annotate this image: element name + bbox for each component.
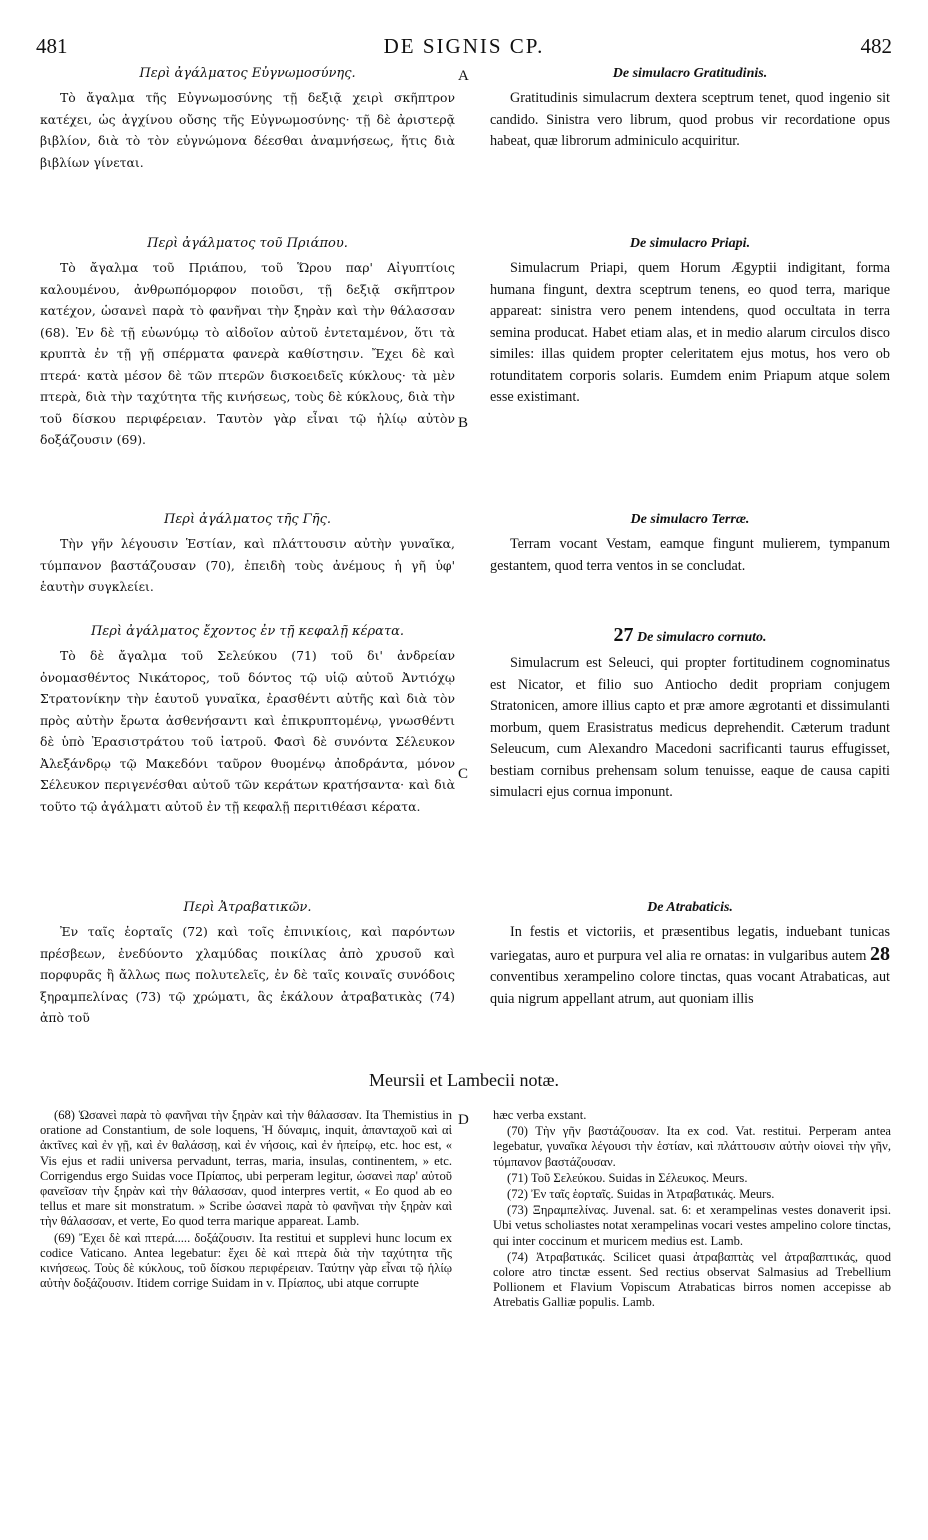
margin-letter-b: B bbox=[458, 415, 469, 431]
page-number-left: 481 bbox=[36, 34, 68, 58]
greek-section bbox=[40, 624, 455, 817]
footnote: (70) Τὴν γῆν βαστάζουσαν. Ita ex cod. Vat. restitui. Perperam antea legebatur, γυναῖκα λέγουσι τὴν ἑστίαν, καὶ πλάττουσιν αὐτὴν οἱονεὶ τὴν γῆν, τύμπανον βαστάζουσαν. bbox=[493, 1124, 891, 1169]
section-heading: Περὶ ἀγάλματος ἔχοντος ἐν τῇ κεφαλῇ κέρατα. bbox=[90, 624, 405, 639]
section-text: Τὸ δὲ ἄγαλμα τοῦ Σελεύκου (71) τοῦ δι' ἀνδρείαν ὀνομασθέντος Νικάτορος, τοῦ δόντος τῷ υἱῷ αὐτοῦ Ἀντιόχῳ Στρατονίκην τὴν ἑαυτοῦ γυναῖκα, ἐρασθέντι αὐτῆς καὶ διὰ τὸν πρὸς αὐτὴν ἔρωτα ἀσθενήσαντι καὶ ἐπικρυπτομένῳ, γνωσθέντι δὲ ὑπὸ Ἐρασιστράτου τοῦ ἰατροῦ. Φασὶ δὲ συνόντα Σέλευκον Ἀλεξάνδρῳ τῷ Μακεδόνι ταῦρον θυομένῳ ἀποδράντα, μόνον Σέλευκον περιγενέσθαι αὐτοῦ τῶν κεράτων κρατήσαντα· καὶ διὰ τοῦτο τῷ ἀγάλματι αὐτοῦ ἐν τῇ κεφαλῇ περιτιθέασι κέρατα. bbox=[40, 648, 455, 814]
footnote: (72) Ἐν ταῖς ἑορταῖς. Suidas in Ἀτραβατικάς. Meurs. bbox=[507, 1187, 775, 1202]
margin-letter-c: C bbox=[458, 766, 469, 782]
section-text: Terram vocant Vestam, eamque fingunt mulierem, tympanum gestantem, quod terra ventos in se concludat. bbox=[490, 536, 890, 574]
page-header bbox=[0, 34, 928, 64]
latin-section bbox=[490, 512, 890, 577]
section-heading: De simulacro Priapi. bbox=[629, 236, 751, 251]
section-heading: Περὶ ἀγάλματος Εὐγνωμοσύνης. bbox=[139, 66, 356, 81]
greek-section bbox=[40, 236, 455, 451]
section-heading: De simulacro Terræ. bbox=[630, 512, 750, 527]
section-text: Ἐν ταῖς ἑορταῖς (72) καὶ τοῖς ἐπινικίοις, καὶ παρόντων πρέσβεων, ἐνεδύοντο χλαμύδας ποικίλας ἀπὸ χρυσοῦ καὶ πορφυρᾶς ἢ ἄλλως πως πολυτελεῖς, ἐν δὲ ταῖς κοιναῖς συνόδοις ξηραμπελίνας (73) τῷ χρώματι, ἃς ἐκάλουν ἀτραβατικὰς (74) ἀπὸ τοῦ bbox=[40, 924, 455, 1025]
section-text-part: In festis et victoriis, et præsentibus legatis, induebant tunicas variegatas, auro et purpura vel alia re ornatas: in vulgaribus autem bbox=[490, 924, 890, 964]
section-heading: De simulacro cornuto. bbox=[636, 630, 767, 645]
footnote: (68) Ὡσανεὶ παρὰ τὸ φανῆναι τὴν ξηρὰν καὶ τὴν θάλασσαν. Ita Themistius in oratione ad Constantium, de sole loquens, Ἡ δύναμις, inquit, ἁπανταχοῦ καὶ αἱ ἀκτῖνες καὶ ἐν γῇ, καὶ ἐν θαλάσσῃ, καὶ ἐν νήσοις, καὶ ἐν ἠπείρῳ, etc. hoc est, « Vis ejus et radii universa pervadunt, terras, maria, insulas, continentem, » etc. Corrigendus ergo Suidas voce Πρίαπος, ubi perperam legitur, ὡσανεὶ παρ' αὐτοῦ φανεῖσαν τὴν ξηρὰν καὶ τὴν θάλασσαν, quod interpres vertit, « Eo quod ab eo tellus et mare sit monstratum. » Scribe ὡσανεὶ παρὰ τὸ φανῆναι τὴν ξηρὰν καὶ τὴν θάλασσαν, et verte, Eo quod terra marique appareat. Lamb. bbox=[40, 1108, 452, 1229]
latin-section bbox=[490, 900, 890, 1010]
page-number-right: 482 bbox=[860, 34, 892, 58]
section-heading-numbered bbox=[490, 624, 890, 647]
margin-letter-d: D bbox=[458, 1112, 469, 1128]
section-number: 28 bbox=[870, 942, 890, 965]
section-text: Τὴν γῆν λέγουσιν Ἑστίαν, καὶ πλάττουσιν αὐτὴν γυναῖκα, τύμπανον βαστάζουσαν (70), ἐπειδὴ τοὺς ἀνέμους ἡ γῆ ὑφ' ἑαυτὴν συγκλείει. bbox=[40, 536, 455, 594]
footnote: (74) Ἀτραβατικάς. Scilicet quasi ἀτραβαπτὰς vel ἀτραβαπτικάς, quod colore atro tinctæ essent. Sed rectius observat Salmasius ad Trebellium Pollionem et Flavium Vopiscum Atrabaticas birros nomen accepisse ab Atrebatis Galliæ populis. Lamb. bbox=[493, 1249, 891, 1310]
section-heading: De Atrabaticis. bbox=[647, 900, 733, 915]
latin-section bbox=[490, 624, 890, 804]
footnote: (73) Ξηραμπελίνας. Juvenal. sat. 6: et xerampelinas vestes donaverit ipsi. Ubi vetus scholiastes notat xerampelinas vocari vestes ampelino colore tinctas, qui inter coccinum et muricem medius est. Lamb. bbox=[493, 1203, 891, 1248]
greek-section bbox=[40, 900, 455, 1029]
section-text: Simulacrum est Seleuci, qui propter fortitudinem cognominatus est Nicator, et filio suo Antiocho dedit propriam conjugem Stratonicen, amore illius capto et præ amore ægrotanti et dissimulanti morbum, quem Erasistratus medicus deprehendit. Cæterum tradunt Seleucum, cum Alexandro Macedoni sacrificanti taurus effugisset, bestiam cornibus prehensam solum tenuisse, eaque de causa capiti simulacri ejus cornua imponunt. bbox=[490, 655, 890, 800]
latin-section bbox=[490, 236, 890, 409]
footnote: hæc verba exstant. bbox=[493, 1108, 587, 1122]
latin-section bbox=[490, 66, 890, 153]
section-heading: De simulacro Gratitudinis. bbox=[612, 66, 768, 81]
running-title: DE SIGNIS CP. bbox=[383, 34, 545, 58]
section-text-part: conventibus xerampelino colore tinctas, quas vocant Atrabaticas, aut quia nigrum appellant atrum, aut quoniam illis bbox=[490, 969, 890, 1007]
footnote: (69) Ἔχει δὲ καὶ πτερά..... δοξάζουσιν. Ita restitui et supplevi hunc locum ex codice Vaticano. Antea legebatur: ἔχει δὲ καὶ πτερὰ διὰ τὴν ταχύτητα τῆς κινήσεως. Τοὺς δὲ κύκλους, τοῦ δίσκου περιφέρειαν. Ταύτην γὰρ εἶναι τῷ ἡλίῳ αὐτὴν δοξάζουσιν. Itidem corrige Suidam in v. Πρίαπος, ubi atque corrupte bbox=[40, 1230, 452, 1291]
section-text: Τὸ ἄγαλμα τῆς Εὐγνωμοσύνης τῇ δεξιᾷ χειρὶ σκῆπτρον κατέχει, ὡς ἀγχίνου οὔσης τῆς Εὐγνωμοσύνης· τῇ δὲ ἀριστερᾷ βιβλίον, διὰ τὸ τὸν εὐγνώμονα δέεσθαι ἀναμνήσεως, ἥτις διὰ βιβλίων γίνεται. bbox=[40, 90, 455, 170]
notes-title: Meursii et Lambecii notæ. bbox=[369, 1070, 559, 1090]
margin-letter-a: A bbox=[458, 68, 469, 84]
section-heading: Περὶ ἀγάλματος τοῦ Πριάπου. bbox=[147, 236, 348, 251]
footnote: (71) Τοῦ Σελεύκου. Suidas in Σέλευκος. Meurs. bbox=[507, 1170, 748, 1185]
section-text: Gratitudinis simulacrum dextera sceptrum tenet, quod ingenio sit candido. Sinistra vero librum, quod probus vir recordatione opus habeat, quæ librorum adminiculo acquiritur. bbox=[490, 90, 890, 149]
section-text: Simulacrum Priapi, quem Horum Ægyptii indigitant, forma humana fingunt, dextra sceptrum tenens, eo quod terra, marique appareat: sinistra vero penem intendens, quod occultata in terra semina producat. Habet etiam alas, et in medio alarum circulos disco similes: illas quidem propter celeritatem ejus motus, hos vero ob rotunditatem corporis solaris. Eumdem enim Priapum atque solem esse existimant. bbox=[490, 260, 890, 405]
section-text bbox=[490, 922, 890, 1010]
greek-section bbox=[40, 512, 455, 598]
notes-right-column bbox=[493, 1108, 891, 1312]
section-heading: Περὶ ἀγάλματος τῆς Γῆς. bbox=[163, 512, 332, 527]
greek-section bbox=[40, 66, 455, 173]
section-text: Τὸ ἄγαλμα τοῦ Πριάπου, τοῦ Ὥρου παρ' Αἰγυπτίοις καλουμένου, ἀνθρωπόμορφον ποιοῦσι, τῇ δεξιᾷ σκῆπτρον κατέχον, ὡσανεὶ παρὰ τὸ φανῆναι τὴν ξηρὰν καὶ τὴν θάλασσαν (68). Ἐν δὲ τῇ εὐωνύμῳ τὸ αἰδοῖον αὐτοῦ ἐντεταμένον, ὅτι τὰ κρυπτὰ ἐν τῇ γῇ σπέρματα φανερὰ καθίστησιν. Ἔχει δὲ καὶ πτερά· κατὰ μέσον δὲ τῶν πτερῶν δισκοειδεῖς κύκλους· τὰ μὲν πτερὰ, διὰ τὴν ταχύτητα τῆς κινήσεως, τοὺς δὲ κύκλους, διὰ τὴν τοῦ δίσκου περιφέρειαν. Ταυτὸν γὰρ εἶναι τῷ ἡλίῳ αὐτὸν δοξάζουσιν (69). bbox=[40, 260, 455, 447]
notes-left-column bbox=[40, 1108, 452, 1292]
section-heading: Περὶ Ἀτραβατικῶν. bbox=[183, 900, 312, 915]
section-number: 27 bbox=[613, 624, 634, 646]
